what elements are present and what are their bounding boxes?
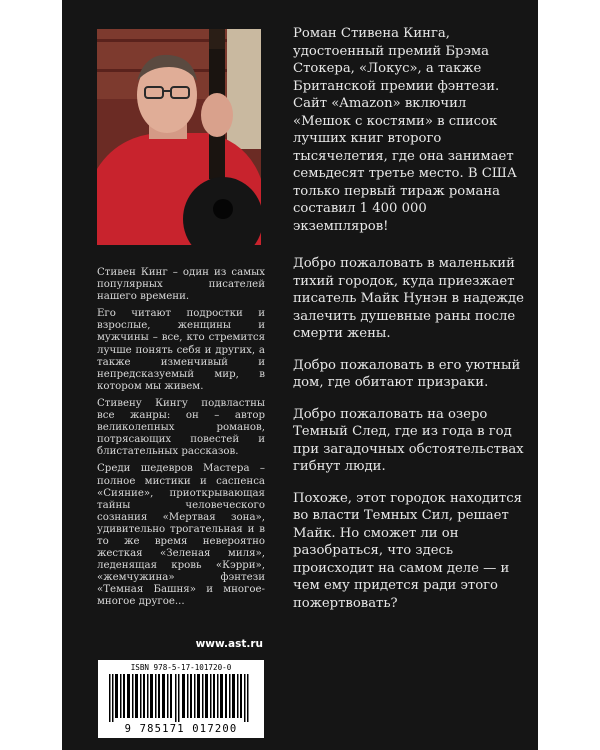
barcode-bars	[109, 674, 253, 722]
publisher-website: www.ast.ru	[195, 638, 263, 650]
blurb-paragraph: Добро пожаловать в его уютный дом, где обитают призраки.	[293, 357, 521, 390]
blurb-paragraph: Роман Стивена Кинга, удостоенный премий Брэма Стокера, «Локус», а также Британской премии фэнтези. Сайт «Amazon» включил «Мешок с костями» в список лучших книг второго тысячелетия, где она занимает семьдесят третье место. В США только первый тираж романа составил 1 400 000 экземпляров!	[293, 26, 517, 234]
author-bio	[97, 267, 265, 614]
blurb-paragraph: Добро пожаловать на озеро Темный След, где из года в год при загадочных обстоятельствах гибнут люди.	[293, 406, 524, 474]
bio-paragraph: Стивену Кингу подвластны все жанры: он – автор великолепных романов, потрясающих повестей и блистательных рассказов.	[97, 397, 265, 458]
bio-paragraph: Его читают подростки и взрослые, женщины и мужчины – все, кто стремится лучше понять себя и других, а также изменчивый и непредсказуемый мир, в котором мы живем.	[97, 308, 265, 392]
bio-paragraph: Среди шедевров Мастера – полное мистики и саспенса «Сияние», приоткрывающая тайны человеческого сознания «Мертвая зона», удивительно трогательная и в то же время невероятно жесткая «Зеленая миля», леденящая кровь «Кэрри», «жемчужина» фэнтези «Темная Башня» и многое-многое другое...	[97, 463, 265, 608]
book-blurb	[293, 25, 525, 612]
barcode	[98, 660, 264, 738]
isbn-text: ISBN 978-5-17-101720-0	[130, 663, 232, 672]
ean-number: 9 785171 017200	[124, 723, 238, 735]
author-photo	[97, 29, 261, 245]
blurb-paragraph: Похоже, этот городок находится во власти Темных Сил, решает Майк. Но сможет ли он разобраться, что здесь происходит на самом деле — и чем ему придется ради этого пожертвовать?	[293, 490, 522, 611]
blurb-paragraph: Добро пожаловать в маленький тихий городок, куда приезжает писатель Майк Нунэн в надежде залечить душевные раны после смерти жены.	[293, 256, 524, 341]
bio-paragraph: Стивен Кинг – один из самых популярных писателей нашего времени.	[97, 267, 265, 303]
